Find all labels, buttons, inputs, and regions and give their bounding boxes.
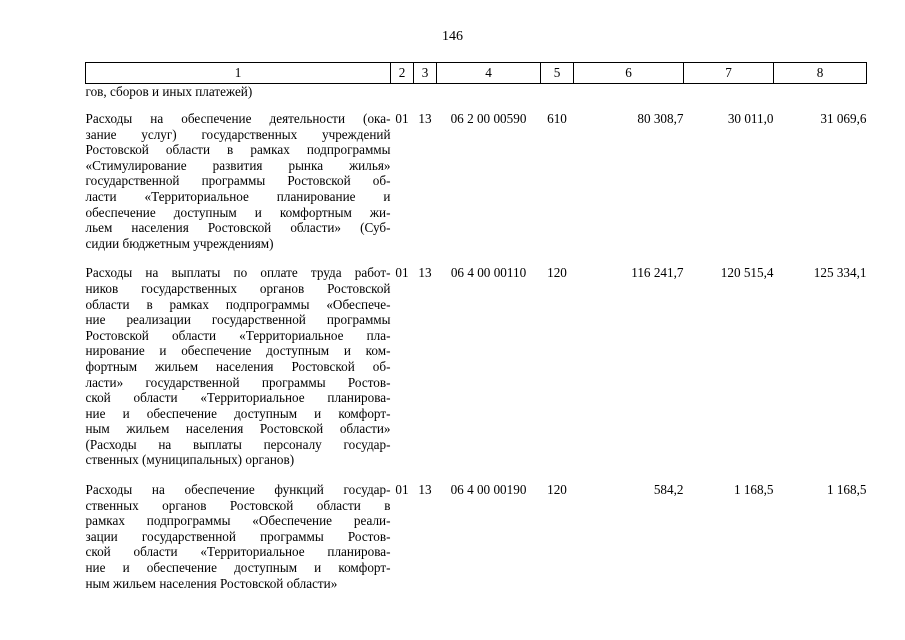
row-description [86, 468, 391, 591]
cell-expense-type: 120 [547, 265, 567, 281]
cell-target-code: 06 4 00 00190 [450, 482, 527, 498]
description-line: ным жильем населения Ростовской области» [85, 421, 391, 437]
row-description [86, 251, 391, 468]
cell-target-code: 06 4 00 00110 [450, 265, 527, 281]
description-line: ние и обеспечение доступным и комфорт- [85, 560, 391, 576]
description-line: нирование и обеспечение доступным и ком- [85, 343, 391, 359]
description-line: зации государственной программы Ростов- [85, 528, 391, 544]
description-line: ской области «Территориальное планирова- [85, 544, 391, 560]
description-line: рамках подпрограммы «Обеспечение реали- [85, 513, 391, 529]
cell-amount-1: 584,2 [653, 482, 684, 498]
description-line: Ростовской области «Территориальное пла- [85, 327, 391, 343]
header-col-3: 3 [414, 63, 437, 84]
page-number: 146 [442, 29, 463, 44]
cell-amount-2: 120 515,4 [720, 265, 774, 281]
header-col-6: 6 [574, 63, 684, 84]
header-col-2: 2 [391, 63, 414, 84]
table-row [86, 99, 867, 251]
description-line: льем населения Ростовской области» (Суб- [85, 220, 391, 236]
description-line: ласти» государственной программы Ростов- [85, 374, 391, 390]
cell-section: 01 [395, 482, 409, 498]
cell-amount-3: 125 334,1 [813, 265, 867, 281]
description-line: ласти «Территориальное планирование и [85, 188, 391, 204]
description-line: Расходы на обеспечение деятельности (ока- [85, 111, 391, 126]
budget-table [85, 62, 867, 591]
description-line: «Стимулирование развития рынка жилья» [85, 157, 391, 173]
description-line: зание услуг) государственных учреждений [85, 126, 391, 142]
cell-amount-3: 1 168,5 [826, 482, 867, 498]
description-line: Расходы на обеспечение функций государ- [85, 482, 391, 498]
description-line: фортным жильем населения Ростовской об- [85, 358, 391, 374]
row-description [86, 99, 391, 251]
continuation-row [86, 84, 867, 100]
description-line: обеспечение доступным и комфортным жи- [85, 204, 391, 220]
description-line: государственной программы Ростовской об- [85, 173, 391, 189]
description-line: ние и обеспечение доступным и комфорт- [85, 405, 391, 421]
description-line: ние реализации государственной программы [85, 312, 391, 328]
header-col-8: 8 [774, 63, 867, 84]
description-line: области в рамках подпрограммы «Обеспече- [85, 296, 391, 312]
continuation-text: гов, сборов и иных платежей) [85, 84, 253, 99]
header-col-7: 7 [684, 63, 774, 84]
header-col-5: 5 [541, 63, 574, 84]
description-line: (Расходы на выплаты персоналу государ- [85, 436, 391, 452]
description-line: ственных (муниципальных) органов) [85, 452, 295, 468]
cell-expense-type: 610 [547, 111, 567, 126]
description-line: Ростовской области в рамках подпрограммы [85, 142, 391, 158]
cell-amount-2: 1 168,5 [733, 482, 774, 498]
cell-amount-3: 31 069,6 [820, 111, 867, 126]
description-line: ников государственных органов Ростовской [85, 280, 391, 296]
cell-subsection: 13 [418, 111, 432, 126]
cell-amount-1: 80 308,7 [637, 111, 684, 126]
table-row [86, 251, 867, 468]
cell-amount-2: 30 011,0 [727, 111, 774, 126]
cell-expense-type: 120 [547, 482, 567, 498]
header-col-4: 4 [437, 63, 541, 84]
description-line: ным жильем населения Ростовской области» [85, 575, 338, 591]
table-row [86, 468, 867, 591]
cell-subsection: 13 [418, 482, 432, 498]
description-line: Расходы на выплаты по оплате труда работ- [85, 265, 391, 281]
header-col-1: 1 [86, 63, 391, 84]
description-line: ственных органов Ростовской области в [85, 497, 391, 513]
description-line: ской области «Территориальное планирова- [85, 390, 391, 406]
cell-amount-1: 116 241,7 [631, 265, 684, 281]
cell-target-code: 06 2 00 00590 [450, 111, 527, 126]
cell-section: 01 [395, 265, 409, 281]
description-line: сидии бюджетным учреждениям) [85, 235, 274, 251]
cell-section: 01 [395, 111, 409, 126]
cell-subsection: 13 [418, 265, 432, 281]
header-row [86, 63, 867, 84]
